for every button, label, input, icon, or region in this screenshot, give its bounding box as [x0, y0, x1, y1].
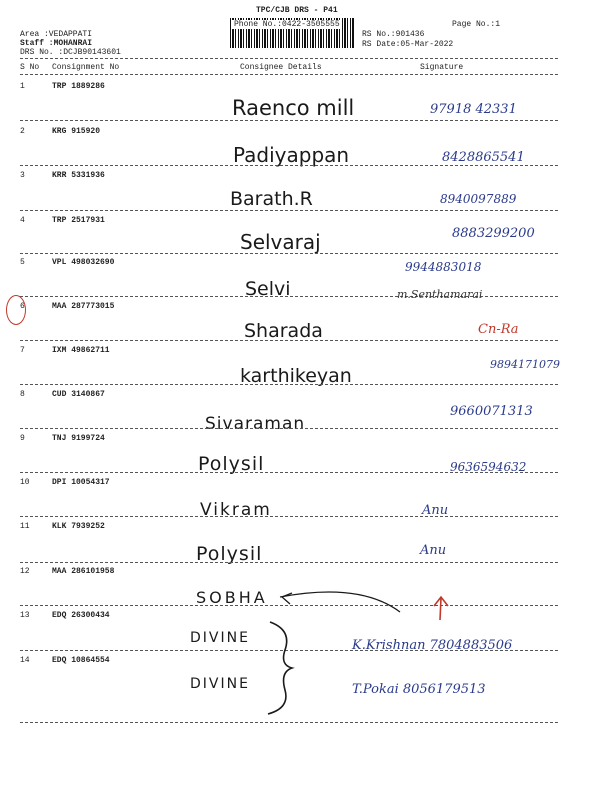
row-sno: 8	[20, 390, 25, 399]
signature: 8940097889	[440, 192, 517, 206]
consignee-name: Sharada	[244, 320, 323, 342]
area-label: Area :VEDAPPATI	[20, 30, 93, 39]
consignee-name: DIVINE	[190, 676, 250, 692]
consignee-name: Polysil	[198, 453, 265, 475]
consignee-name: Barath.R	[230, 188, 313, 210]
row-sno: 9	[20, 434, 25, 443]
consignee-name: SOBHA	[196, 588, 268, 607]
signature: 9894171079	[490, 358, 560, 371]
row-consignment: DPI 10054317	[52, 478, 110, 487]
row-sno: 2	[20, 127, 25, 136]
red-arrow-mark	[434, 597, 448, 620]
rs-date: RS Date:05-Mar-2022	[362, 40, 454, 49]
row-sno: 10	[20, 478, 30, 487]
signature: 9636594632	[450, 460, 527, 474]
row-sno: 14	[20, 656, 30, 665]
arrow-mark	[280, 592, 400, 612]
row-sno: 6	[20, 302, 25, 311]
row-consignment: EDQ 26300434	[52, 611, 110, 620]
signature: 8883299200	[452, 226, 535, 241]
red-annotation: Cn-Ra	[478, 322, 519, 337]
row-consignment: KLK 7939252	[52, 522, 105, 531]
signature: 9660071313	[450, 404, 533, 419]
signature: 8428865541	[442, 150, 525, 165]
phone-number: Phone No.:0422-3505555	[234, 20, 340, 29]
row-sno: 7	[20, 346, 25, 355]
row-sno: 1	[20, 82, 25, 91]
signature: m.Senthamarai	[397, 288, 483, 301]
row-consignment: EDQ 10864554	[52, 656, 110, 665]
row-consignment: MAA 287773015	[52, 302, 115, 311]
row-consignment: MAA 286101958	[52, 567, 115, 576]
row-consignment: KRG 915920	[52, 127, 101, 136]
consignee-name: DIVINE	[190, 630, 250, 646]
signature: T.Pokai 8056179513	[352, 682, 486, 697]
row-consignment: VPL 498032690	[52, 258, 115, 267]
col-signature: Signature	[420, 63, 464, 72]
row-sno: 11	[20, 522, 30, 531]
consignee-name: karthikeyan	[240, 365, 352, 387]
consignee-name: Selvaraj	[240, 230, 321, 254]
signature: 9944883018	[405, 260, 482, 274]
col-details: Consignee Details	[240, 63, 322, 72]
staff-label: Staff :MOHANRAI	[20, 39, 93, 48]
consignee-name: Padiyappan	[233, 143, 350, 167]
row-sno: 5	[20, 258, 25, 267]
consignee-name: Raenco mill	[232, 96, 355, 120]
row-consignment: CUD 3140867	[52, 390, 105, 399]
col-sno: S No	[20, 63, 40, 72]
rs-number: RS No.:901436	[362, 30, 425, 39]
consignee-name: Polysil	[196, 543, 263, 565]
row-consignment: TNJ 9199724	[52, 434, 105, 443]
signature: Anu	[422, 503, 449, 518]
consignee-name: Sivaraman	[205, 414, 306, 434]
consignee-name: Vikram	[200, 500, 272, 520]
row-sno: 13	[20, 611, 30, 620]
page-number: Page No.:1	[452, 20, 501, 29]
row-consignment: TRP 2517931	[52, 216, 105, 225]
row-sno: 3	[20, 171, 25, 180]
row-consignment: TRP 1889286	[52, 82, 105, 91]
brace-mark	[268, 622, 292, 714]
signature: Anu	[420, 543, 447, 558]
signature: 97918 42331	[430, 102, 517, 117]
document-title: TPC/CJB DRS - P41	[256, 6, 338, 15]
row-consignment: KRR 5331936	[52, 171, 105, 180]
row-sno: 4	[20, 216, 25, 225]
drs-number: DRS No. :DCJB90143601	[20, 48, 121, 57]
signature: K.Krishnan 7804883506	[352, 638, 513, 653]
row-sno: 12	[20, 567, 30, 576]
row-consignment: IXM 49862711	[52, 346, 110, 355]
consignee-name: Selvi	[245, 278, 291, 300]
col-consignment: Consignment No	[52, 63, 120, 72]
